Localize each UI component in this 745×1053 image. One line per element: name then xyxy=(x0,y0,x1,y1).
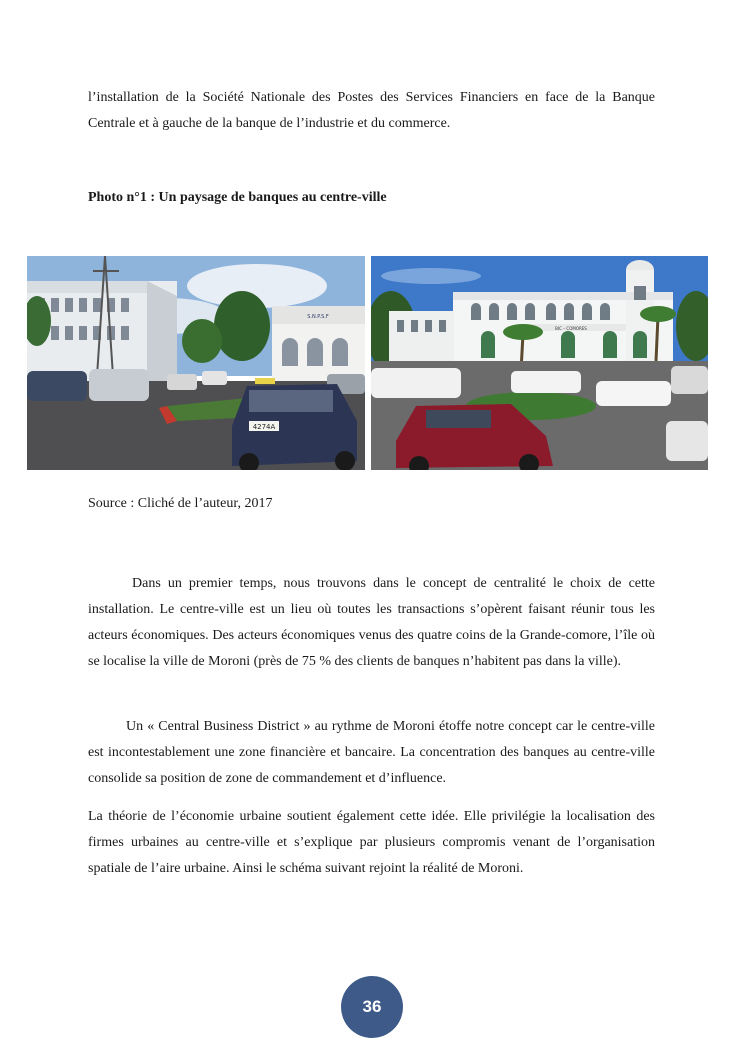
photo-left-banks xyxy=(27,256,365,470)
body-paragraph-1: Dans un premier temps, nous trouvons dans le concept de centralité le choix de cette installation. Le centre-ville est un lieu où toutes les transactions s’opèrent faisant réunir tous les acteurs économiques. Des acteurs économiques venus des quatre coins de la Grande-comore, l’île où se localise la ville de Moroni (près de 75 % des clients de banques n’habitent pas dans la ville). xyxy=(88,576,655,669)
intro-paragraph: l’installation de la Société Nationale des Postes des Services Financiers en face de la Banque Centrale et à gauche de la banque de l’industrie et du commerce. xyxy=(88,90,655,131)
license-plate-text: 4274A xyxy=(252,423,276,431)
photo-right-bank xyxy=(371,256,708,470)
svg-text:BIC – COMORES: BIC – COMORES xyxy=(555,326,587,331)
photo-source: Source : Cliché de l’auteur, 2017 xyxy=(88,496,273,511)
photo-caption: Photo n°1 : Un paysage de banques au centre-ville xyxy=(88,190,387,205)
svg-text:S.N.P.S.F: S.N.P.S.F xyxy=(307,314,329,320)
page-number-badge: 36 xyxy=(341,976,403,1038)
body-paragraph-3: La théorie de l’économie urbaine soutient également cette idée. Elle privilégie la localisation des firmes urbaines au centre-ville et s’explique par plusieurs compromis venant de l’organisation spatiale de l’aire urbaine. Ainsi le schéma suivant rejoint la réalité de Moroni. xyxy=(88,809,655,876)
body-paragraph-2: Un « Central Business District » au rythme de Moroni étoffe notre concept car le centre-ville est incontestablement une zone financière et bancaire. La concentration des banques au centre-ville consolide sa position de zone de commandement et d’influence. xyxy=(88,719,655,786)
